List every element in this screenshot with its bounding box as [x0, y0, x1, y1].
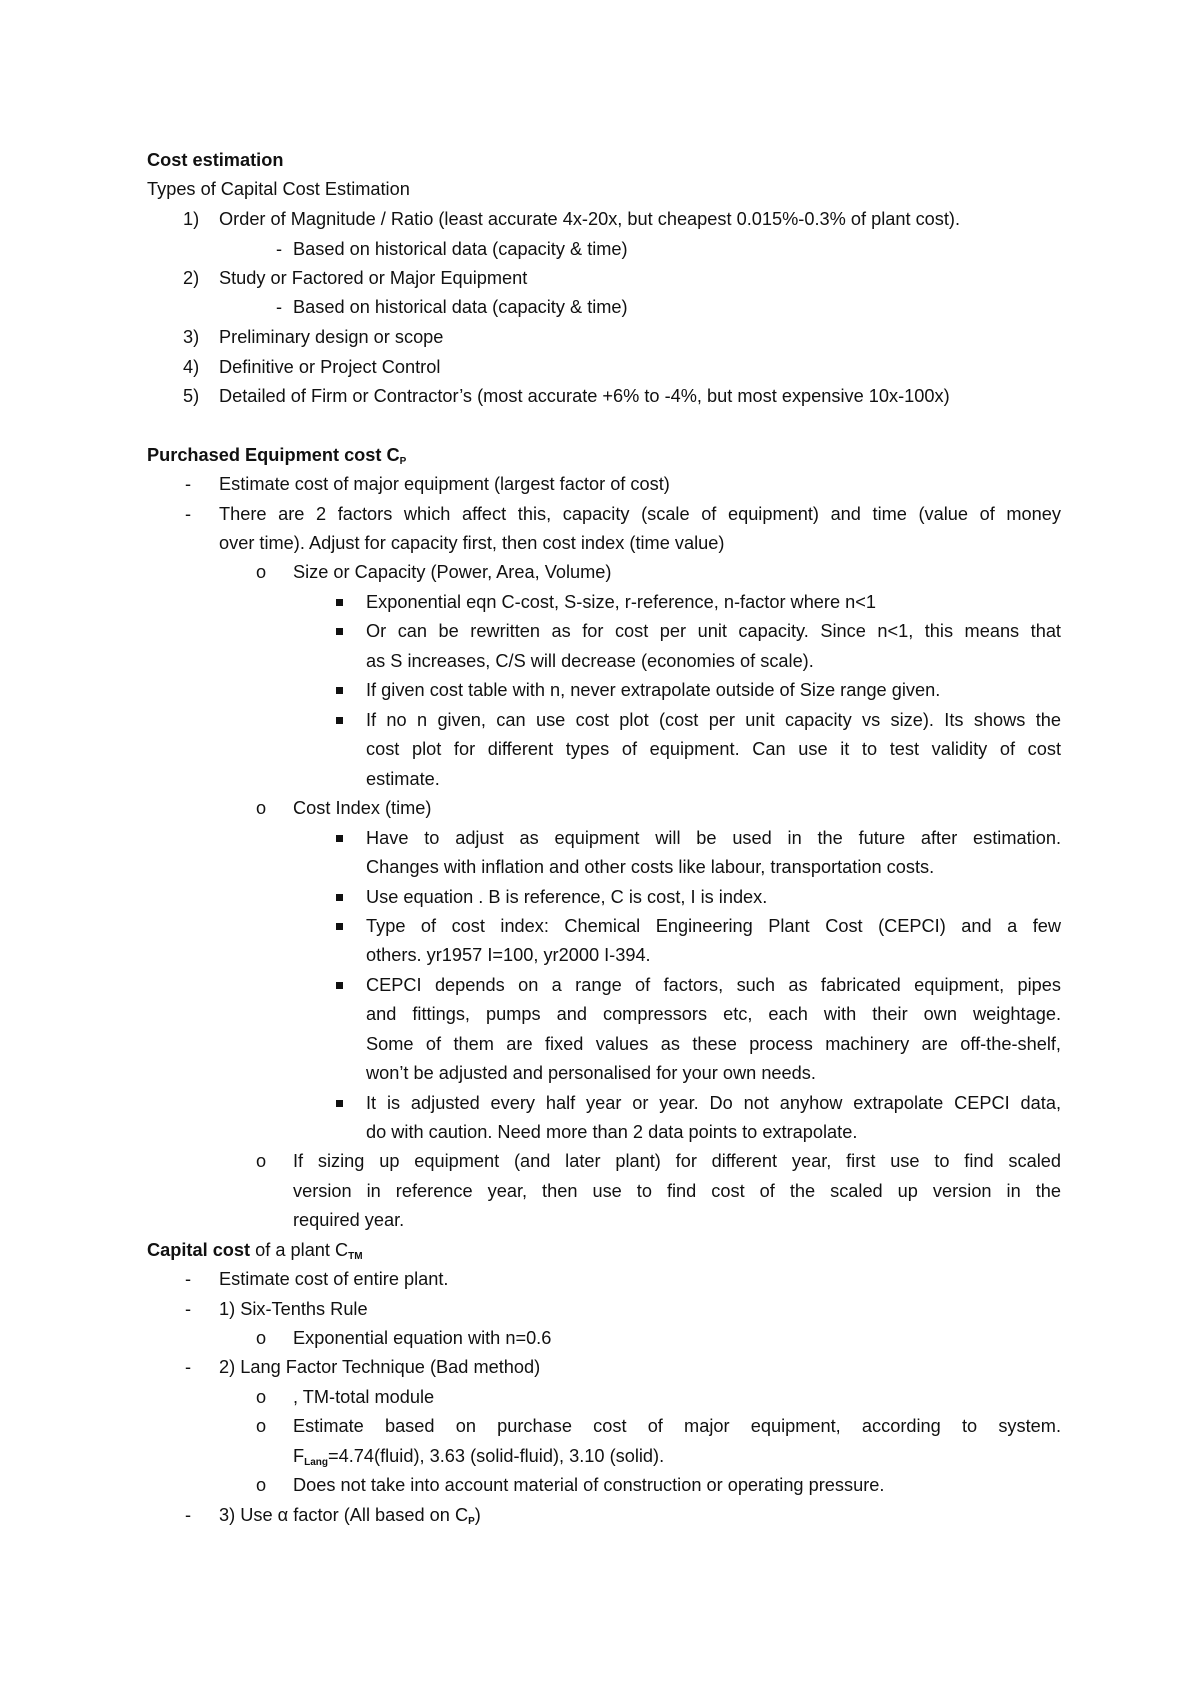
index-bullet-4-line-3: Some of them are fixed values as these process machinery are off-the-shelf, — [366, 1034, 1061, 1054]
square-bullet — [336, 628, 343, 635]
sizing-line-1: If sizing up equipment (and later plant) for different year, first use to find scaled — [293, 1151, 1061, 1171]
index-bullet-3-line-2: others. yr1957 I=100, yr2000 I-394. — [366, 945, 651, 965]
circle-bullet: o — [256, 562, 267, 582]
dash-marker: - — [185, 1269, 192, 1289]
square-bullet — [336, 717, 343, 724]
size-bullet-2-line-1: Or can be rewritten as for cost per unit capacity. Since n<1, this means that — [366, 621, 1061, 641]
dash-marker: - — [276, 297, 283, 317]
list-item-4: Definitive or Project Control — [219, 357, 441, 377]
circle-bullet: o — [256, 1151, 267, 1171]
sizing-line-2: version in reference year, then use to find cost of the scaled up version in the — [293, 1181, 1061, 1201]
list-item-1: Order of Magnitude / Ratio (least accurate 4x-20x, but cheapest 0.015%-0.3% of plant cost). — [219, 209, 961, 229]
circle-bullet: o — [256, 1387, 267, 1407]
square-bullet — [336, 835, 343, 842]
ctm-point-2: 1) Six-Tenths Rule — [219, 1299, 368, 1319]
dash-marker: - — [276, 239, 283, 259]
sizing-line-3: required year. — [293, 1210, 405, 1230]
list-number-1: 1) — [183, 209, 200, 229]
size-bullet-4-line-2: cost plot for different types of equipment. Can use it to test validity of cost — [366, 739, 1061, 759]
dash-marker: - — [185, 474, 192, 494]
index-bullet-5-line-1: It is adjusted every half year or year. Do not anyhow extrapolate CEPCI data, — [366, 1093, 1061, 1113]
ctm-point-4: 3) Use α factor (All based on $C_P$) — [219, 1505, 481, 1527]
square-bullet — [336, 687, 343, 694]
dash-marker: - — [185, 1299, 192, 1319]
index-bullet-4-line-2: and fittings, pumps and compressors etc, each with their own weightage. — [366, 1004, 1061, 1024]
size-bullet-1: Exponential eqn C-cost, S-size, r-reference, n-factor where n<1 — [366, 592, 876, 612]
index-bullet-1-line-2: Changes with inflation and other costs like labour, transportation costs. — [366, 857, 935, 877]
dash-marker: - — [185, 1505, 192, 1525]
size-bullet-3: If given cost table with n, never extrapolate outside of Size range given. — [366, 680, 941, 700]
ctm-point-3: 2) Lang Factor Technique (Bad method) — [219, 1357, 541, 1377]
ctm-point-3-sub-2-line-2: $F_{Lang}=4.74(fluid)$, 3.63 (solid-fluid), 3.10 (solid). — [293, 1446, 665, 1468]
size-bullet-4-line-3: estimate. — [366, 769, 440, 789]
size-bullet-2-line-2: as S increases, C/S will decrease (economies of scale). — [366, 651, 814, 671]
square-bullet — [336, 599, 343, 606]
index-bullet-5-line-2: do with caution. Need more than 2 data points to extrapolate. — [366, 1122, 858, 1142]
square-bullet — [336, 1100, 343, 1107]
pec-point-1: Estimate cost of major equipment (largest factor of cost) — [219, 474, 670, 494]
ctm-point-2-sub-1: Exponential equation with n=0.6 — [293, 1328, 552, 1348]
list-number-5: 5) — [183, 386, 200, 406]
circle-bullet: o — [256, 1475, 267, 1495]
square-bullet — [336, 894, 343, 901]
pec-point-2-line-1: There are 2 factors which affect this, capacity (scale of equipment) and time (value of money — [219, 504, 1061, 524]
list-item-2-sub: Based on historical data (capacity & time) — [293, 297, 628, 317]
ctm-point-3-sub-1: , TM-total module — [293, 1387, 435, 1407]
ctm-point-3-sub-2-line-1: Estimate based on purchase cost of major equipment, according to system. — [293, 1416, 1061, 1436]
list-number-3: 3) — [183, 327, 200, 347]
circle-bullet: o — [256, 798, 267, 818]
size-capacity-label: Size or Capacity (Power, Area, Volume) — [293, 562, 612, 582]
index-bullet-3-line-1: Type of cost index: Chemical Engineering Plant Cost (CEPCI) and a few — [366, 916, 1061, 936]
circle-bullet: o — [256, 1328, 267, 1348]
dash-marker: - — [185, 1357, 192, 1377]
square-bullet — [336, 923, 343, 930]
list-item-1-sub: Based on historical data (capacity & time) — [293, 239, 628, 259]
ctm-point-3-sub-3: Does not take into account material of construction or operating pressure. — [293, 1475, 885, 1495]
list-item-3: Preliminary design or scope — [219, 327, 444, 347]
dash-marker: - — [185, 504, 192, 524]
list-item-5: Detailed of Firm or Contractor’s (most accurate +6% to -4%, but most expensive 10x-100x) — [219, 386, 950, 406]
index-bullet-4-line-1: CEPCI depends on a range of factors, such as fabricated equipment, pipes — [366, 975, 1061, 995]
index-bullet-1-line-1: Have to adjust as equipment will be used in the future after estimation. — [366, 828, 1061, 848]
size-bullet-4-line-1: If no n given, can use cost plot (cost per unit capacity vs size). Its shows the — [366, 710, 1061, 730]
list-number-2: 2) — [183, 268, 200, 288]
doc-title: Cost estimation — [147, 150, 284, 170]
types-heading: Types of Capital Cost Estimation — [147, 179, 410, 199]
section-heading-pec: Purchased Equipment cost $C_P$ — [147, 445, 407, 467]
circle-bullet: o — [256, 1416, 267, 1436]
square-bullet — [336, 982, 343, 989]
list-item-2: Study or Factored or Major Equipment — [219, 268, 528, 288]
cost-index-label: Cost Index (time) — [293, 798, 432, 818]
section-heading-ctm: Capital cost of a plant $C_{TM}$ — [147, 1240, 363, 1262]
index-bullet-4-line-4: won’t be adjusted and personalised for your own needs. — [366, 1063, 816, 1083]
ctm-point-1: Estimate cost of entire plant. — [219, 1269, 449, 1289]
pec-point-2-line-2: over time). Adjust for capacity first, then cost index (time value) — [219, 533, 725, 553]
list-number-4: 4) — [183, 357, 200, 377]
index-bullet-2: Use equation . B is reference, C is cost, I is index. — [366, 887, 768, 907]
